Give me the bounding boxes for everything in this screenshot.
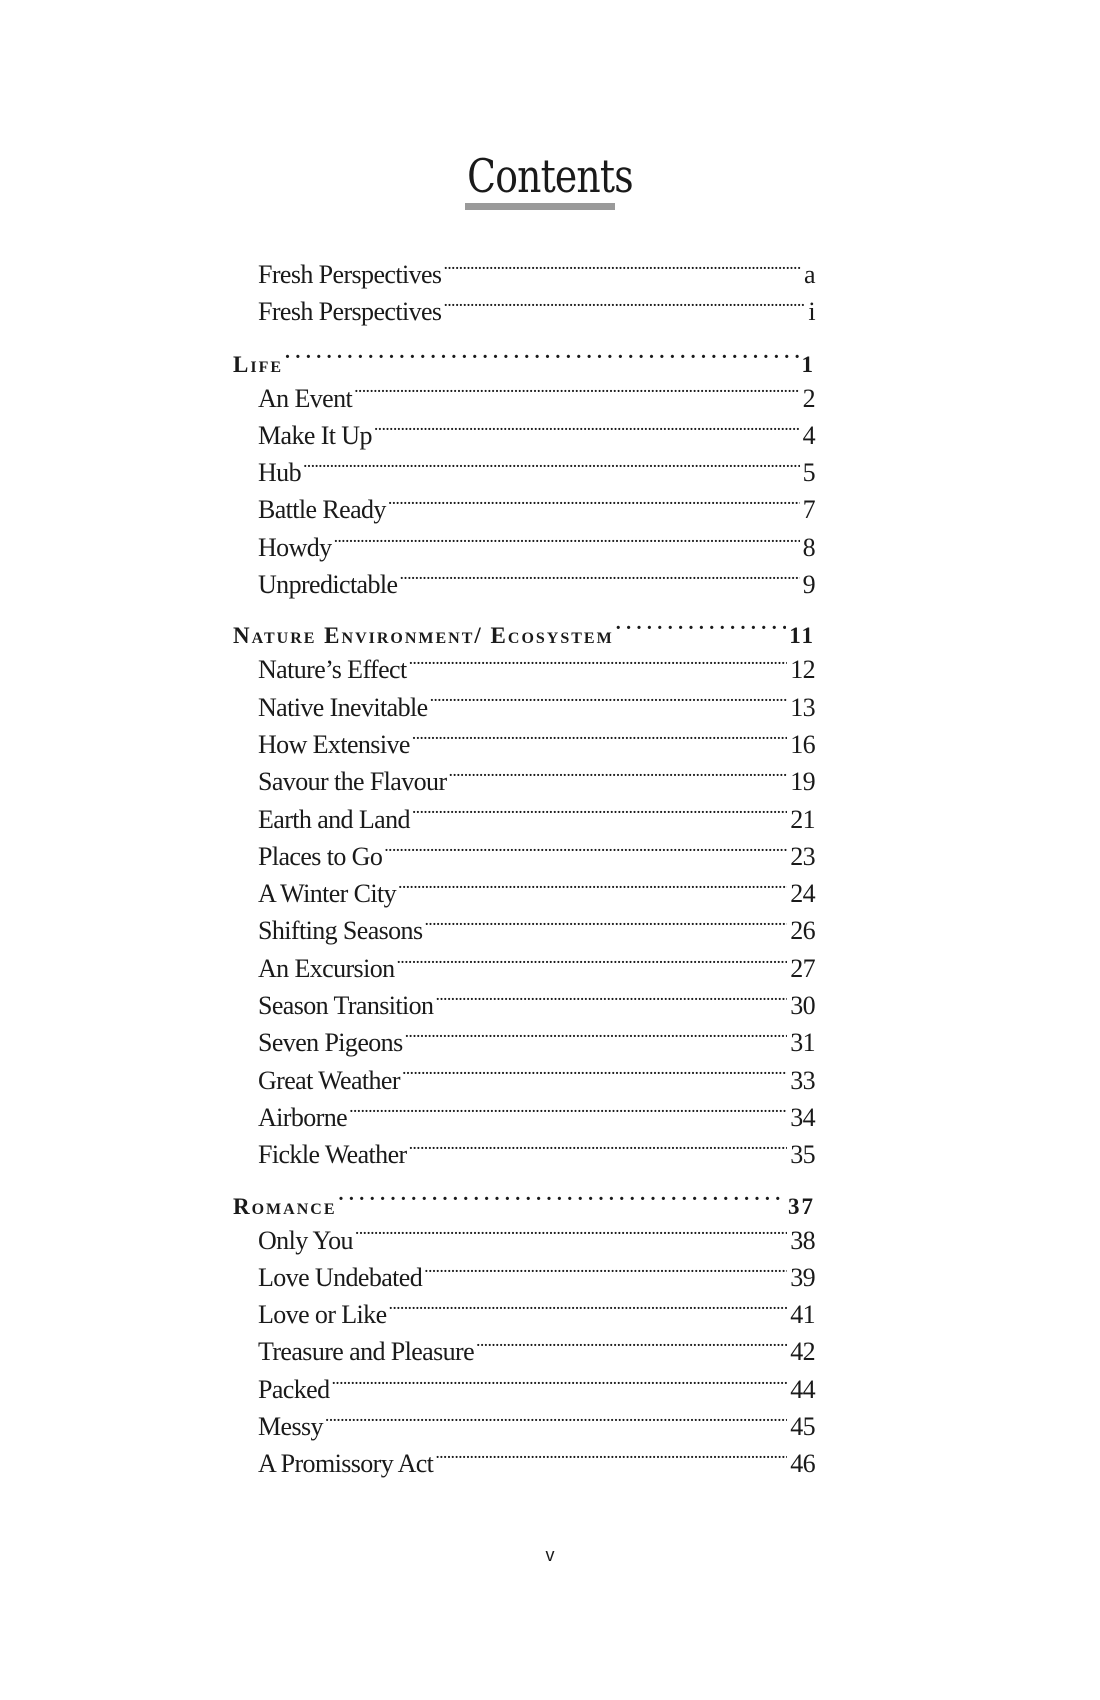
dot-leader bbox=[476, 1334, 787, 1360]
toc-entry-title: Battle Ready bbox=[258, 495, 386, 525]
dot-leader bbox=[397, 951, 788, 977]
dot-leader bbox=[388, 492, 800, 518]
toc-entry-page: i bbox=[808, 297, 815, 327]
title-underline-bar bbox=[465, 203, 615, 210]
toc-entry[interactable] bbox=[233, 1136, 815, 1173]
section-heading-page: 37 bbox=[788, 1193, 815, 1219]
toc-entry-page: 21 bbox=[790, 804, 815, 834]
toc-entry-title: Nature’s Effect bbox=[258, 655, 407, 685]
toc-entry-page: 35 bbox=[790, 1140, 815, 1170]
toc-entry-title: Howdy bbox=[258, 532, 332, 562]
toc-sections bbox=[233, 346, 815, 1483]
toc-entry[interactable] bbox=[233, 1408, 815, 1445]
dot-leader bbox=[339, 1191, 786, 1214]
toc-entry-title: An Excursion bbox=[258, 953, 395, 983]
toc-entry-title: Treasure and Pleasure bbox=[258, 1337, 475, 1367]
dot-leader bbox=[384, 839, 787, 865]
toc-entry-title: Love or Like bbox=[258, 1300, 387, 1330]
toc-entry-title: Earth and Land bbox=[258, 804, 410, 834]
section-heading-page: 1 bbox=[801, 351, 815, 377]
toc-entry-page: 23 bbox=[790, 841, 815, 871]
toc-entry-title: Packed bbox=[258, 1374, 330, 1404]
toc-entry-page: 44 bbox=[790, 1374, 815, 1404]
toc-entry-title: Messy bbox=[258, 1412, 323, 1442]
toc-entry[interactable] bbox=[233, 1296, 815, 1333]
dot-leader bbox=[349, 1100, 787, 1126]
toc-entry[interactable] bbox=[233, 566, 815, 603]
toc-entry-page: 12 bbox=[790, 655, 815, 685]
toc-entry[interactable] bbox=[233, 1099, 815, 1136]
dot-leader bbox=[399, 567, 799, 593]
dot-leader bbox=[435, 1446, 787, 1472]
toc-entry-page: 39 bbox=[790, 1262, 815, 1292]
toc-entry-page: 33 bbox=[790, 1065, 815, 1095]
toc-entry-title: Native Inevitable bbox=[258, 692, 428, 722]
dot-leader bbox=[374, 418, 800, 444]
toc-entry[interactable] bbox=[233, 1333, 815, 1370]
toc-entry[interactable] bbox=[233, 950, 815, 987]
section-heading-title: Romance bbox=[233, 1193, 337, 1219]
toc-entry-title: Make It Up bbox=[258, 420, 372, 450]
section-heading-title: Life bbox=[233, 351, 284, 377]
toc-entry-title: Unpredictable bbox=[258, 570, 398, 600]
toc-entry[interactable] bbox=[233, 293, 815, 330]
toc-entry-page: 4 bbox=[802, 420, 815, 450]
title-container bbox=[0, 150, 1100, 202]
dot-leader bbox=[331, 1372, 787, 1398]
toc-entry[interactable] bbox=[233, 454, 815, 491]
toc-entry[interactable] bbox=[233, 1445, 815, 1482]
toc-entry-page: 42 bbox=[790, 1337, 815, 1367]
dot-leader bbox=[435, 988, 787, 1014]
toc-entry[interactable] bbox=[233, 912, 815, 949]
toc-entry[interactable] bbox=[233, 380, 815, 417]
toc-entry[interactable] bbox=[233, 838, 815, 875]
dot-leader bbox=[412, 727, 787, 753]
toc-entry-page: 46 bbox=[790, 1449, 815, 1479]
toc-entry-title: Shifting Seasons bbox=[258, 916, 423, 946]
toc-entry[interactable] bbox=[233, 763, 815, 800]
table-of-contents bbox=[233, 256, 815, 1483]
toc-entry-title: Hub bbox=[258, 458, 301, 488]
toc-entry-title: Great Weather bbox=[258, 1065, 400, 1095]
toc-entry[interactable] bbox=[233, 1259, 815, 1296]
toc-entry-title: Seven Pigeons bbox=[258, 1028, 403, 1058]
toc-entry-page: 13 bbox=[790, 692, 815, 722]
toc-entry-page: 30 bbox=[790, 991, 815, 1021]
toc-section-heading[interactable] bbox=[233, 346, 815, 383]
toc-entry-page: 16 bbox=[790, 729, 815, 759]
dot-leader bbox=[389, 1297, 788, 1323]
dot-leader bbox=[616, 620, 787, 643]
dot-leader bbox=[409, 652, 788, 678]
dot-leader bbox=[355, 1223, 787, 1249]
section-heading-title: Nature Environment/ Ecosystem bbox=[233, 623, 614, 649]
toc-section-heading[interactable] bbox=[233, 1188, 815, 1225]
toc-entry[interactable] bbox=[233, 417, 815, 454]
toc-entry-page: 45 bbox=[790, 1412, 815, 1442]
toc-entry[interactable] bbox=[233, 689, 815, 726]
toc-entry[interactable] bbox=[233, 1062, 815, 1099]
toc-entry-page: 5 bbox=[802, 458, 815, 488]
toc-entry-title: Love Undebated bbox=[258, 1262, 423, 1292]
toc-entry-page: 34 bbox=[790, 1102, 815, 1132]
toc-entry[interactable] bbox=[233, 1371, 815, 1408]
page-number: v bbox=[545, 1545, 555, 1565]
dot-leader bbox=[285, 349, 798, 372]
toc-entry-page: 26 bbox=[790, 916, 815, 946]
dot-leader bbox=[412, 802, 787, 828]
toc-entry-page: 24 bbox=[790, 879, 815, 909]
toc-entry-title: Fickle Weather bbox=[258, 1140, 407, 1170]
dot-leader bbox=[430, 690, 788, 716]
dot-leader bbox=[398, 876, 787, 902]
page-title: Contents bbox=[467, 149, 633, 203]
toc-entry[interactable] bbox=[233, 1024, 815, 1061]
dot-leader bbox=[303, 455, 800, 481]
toc-entry-title: Fresh Perspectives bbox=[258, 297, 442, 327]
dot-leader bbox=[409, 1137, 788, 1163]
toc-entry[interactable] bbox=[233, 801, 815, 838]
toc-entry-title: Places to Go bbox=[258, 841, 383, 871]
toc-entry-title: Airborne bbox=[258, 1102, 348, 1132]
toc-entry[interactable] bbox=[233, 987, 815, 1024]
toc-entry[interactable] bbox=[233, 529, 815, 566]
dot-leader bbox=[405, 1025, 788, 1051]
toc-entry-page: 8 bbox=[802, 532, 815, 562]
dot-leader bbox=[424, 913, 787, 939]
toc-entry-title: A Winter City bbox=[258, 879, 397, 909]
dot-leader bbox=[402, 1063, 787, 1089]
toc-entry-page: 7 bbox=[802, 495, 815, 525]
toc-entry[interactable] bbox=[233, 491, 815, 528]
toc-entry[interactable] bbox=[233, 256, 815, 293]
toc-entry[interactable] bbox=[233, 1222, 815, 1259]
toc-entry-title: Only You bbox=[258, 1225, 353, 1255]
dot-leader bbox=[449, 764, 788, 790]
dot-leader bbox=[443, 294, 805, 320]
dot-leader bbox=[334, 530, 800, 556]
toc-entry-page: 41 bbox=[790, 1300, 815, 1330]
toc-entry[interactable] bbox=[233, 875, 815, 912]
toc-entry-page: 38 bbox=[790, 1225, 815, 1255]
toc-entry-page: 19 bbox=[790, 767, 815, 797]
toc-entry-title: Fresh Perspectives bbox=[258, 260, 442, 289]
toc-entry-title: An Event bbox=[258, 383, 353, 413]
toc-section-heading[interactable] bbox=[233, 617, 815, 654]
toc-entry-title: How Extensive bbox=[258, 729, 410, 759]
toc-entry-page: 2 bbox=[802, 383, 815, 413]
toc-entry-title: Season Transition bbox=[258, 991, 434, 1021]
toc-entry[interactable] bbox=[233, 651, 815, 688]
toc-entry-page: a bbox=[804, 260, 815, 289]
toc-entry-page: 9 bbox=[802, 570, 815, 600]
toc-entry-title: Savour the Flavour bbox=[258, 767, 447, 797]
toc-entry-page: 27 bbox=[790, 953, 815, 983]
dot-leader bbox=[325, 1409, 787, 1435]
toc-entry-page: 31 bbox=[790, 1028, 815, 1058]
toc-entry[interactable] bbox=[233, 726, 815, 763]
section-heading-page: 11 bbox=[789, 623, 815, 649]
toc-entry-title: A Promissory Act bbox=[258, 1449, 434, 1479]
dot-leader bbox=[354, 381, 799, 407]
dot-leader bbox=[443, 257, 801, 283]
dot-leader bbox=[424, 1260, 787, 1286]
